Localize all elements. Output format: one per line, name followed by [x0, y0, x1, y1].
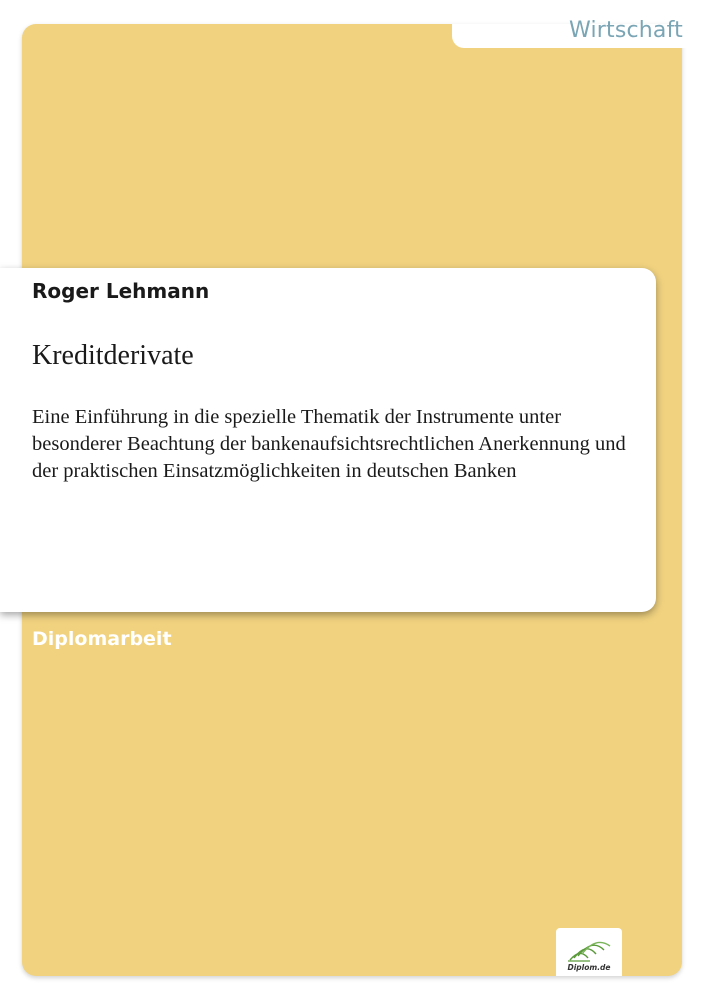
book-pages-icon [566, 934, 612, 964]
book-title: Kreditderivate [32, 340, 194, 371]
publisher-logo [556, 928, 622, 976]
author-name: Roger Lehmann [32, 279, 210, 303]
book-subtitle: Eine Einführung in die spezielle Thematik der Instrumente unter besonderer Beachtung der bankenaufsichtsrechtlichen Anerkennung und der praktischen Einsatzmöglichkeiten in deutschen Banken [32, 406, 626, 482]
publisher-logo-text: Diplom.de [567, 963, 611, 972]
category-label: Wirtschaft [568, 18, 683, 43]
document-type-label: Diplomarbeit [32, 628, 172, 650]
